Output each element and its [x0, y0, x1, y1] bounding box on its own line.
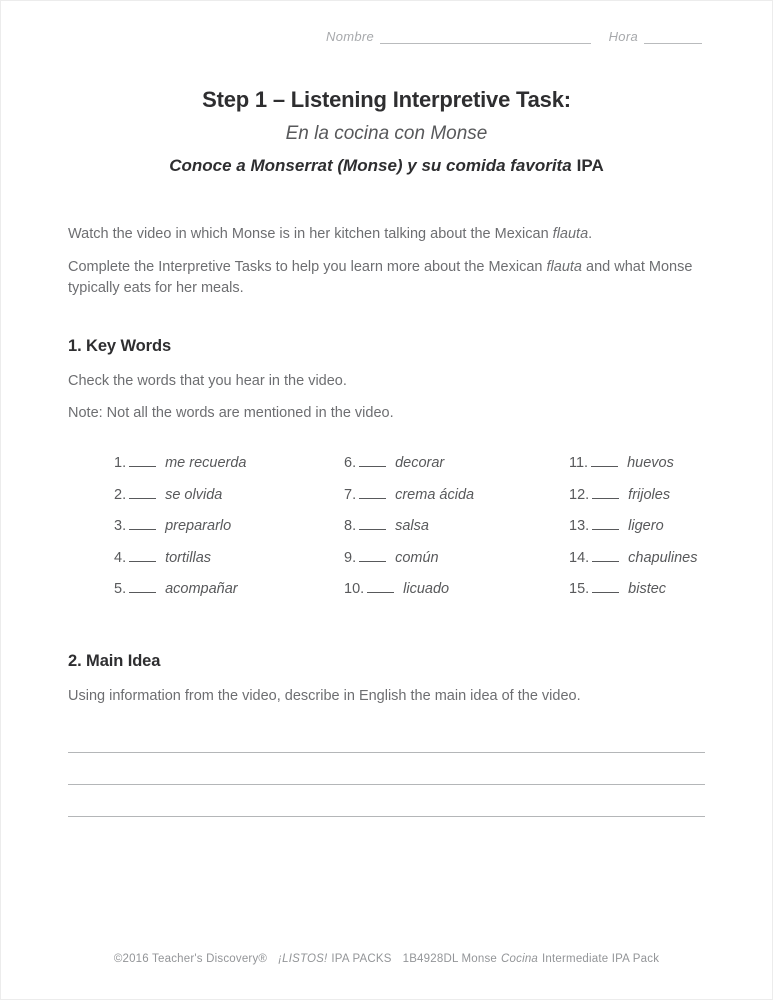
intro-p1-period: . [588, 226, 593, 242]
key-word-check-blank[interactable] [359, 549, 386, 562]
nombre-label: Nombre [326, 29, 375, 44]
main-idea-answer-area [68, 704, 705, 817]
key-word-item [344, 549, 569, 581]
intro-paragraph-1 [68, 224, 713, 245]
intro-p2-rest: and what Monse typically eats for her meals. [68, 259, 693, 296]
answer-write-line[interactable] [68, 753, 705, 785]
key-word-label: crema ácida [395, 486, 475, 503]
answer-write-line[interactable] [68, 785, 705, 817]
key-words-instruction: Check the words that you hear in the video. [68, 373, 347, 389]
key-words-column-1 [114, 454, 344, 612]
key-word-check-blank[interactable] [367, 580, 394, 593]
key-word-item [569, 549, 705, 581]
key-word-number: 14. [569, 549, 590, 566]
key-words-heading: 1. Key Words [68, 337, 172, 355]
key-words-section [68, 337, 705, 612]
hora-label: Hora [608, 29, 638, 44]
key-words-list [114, 454, 705, 612]
page-subtitle: En la cocina con Monse [285, 123, 488, 144]
intro-p1-italic: flauta [552, 226, 589, 242]
key-words-column-3 [569, 454, 705, 612]
footer-product-rest: Intermediate IPA Pack [542, 953, 660, 965]
key-word-number: 1. [114, 455, 127, 471]
footer-series [278, 953, 392, 965]
key-word-label: prepararlo [165, 518, 232, 534]
key-word-item [344, 580, 569, 612]
key-word-check-blank[interactable] [592, 549, 619, 562]
key-word-number: 6. [344, 455, 357, 471]
key-word-number: 4. [114, 549, 127, 566]
answer-write-line[interactable] [68, 704, 705, 753]
key-word-number: 7. [344, 486, 357, 503]
key-word-number: 15. [569, 581, 590, 597]
hora-write-line[interactable] [644, 29, 702, 44]
key-word-check-blank[interactable] [129, 517, 156, 530]
key-word-number: 2. [114, 486, 127, 503]
tagline-italic-text: Conoce a Monserrat (Monse) y su comida favorita [169, 156, 572, 175]
key-words-column-2 [344, 454, 569, 612]
main-idea-heading: 2. Main Idea [68, 652, 161, 670]
key-word-check-blank[interactable] [129, 549, 156, 562]
key-word-check-blank[interactable] [129, 580, 156, 593]
key-word-number: 12. [569, 486, 590, 503]
key-word-item [569, 454, 705, 486]
nombre-write-line[interactable] [380, 29, 591, 44]
key-word-item [344, 517, 569, 549]
key-word-label: se olvida [165, 486, 223, 503]
key-word-label: decorar [395, 455, 445, 471]
intro-p2-text: Complete the Interpretive Tasks to help you learn more about the Mexican [68, 259, 547, 275]
footer-product-italic: Cocina [501, 953, 539, 965]
key-word-label: salsa [395, 518, 429, 534]
key-word-item [569, 486, 705, 518]
key-word-number: 11. [569, 455, 589, 471]
key-word-label: frijoles [628, 486, 671, 503]
footer-product [403, 953, 660, 965]
key-word-item [569, 517, 705, 549]
key-word-check-blank[interactable] [592, 517, 619, 530]
key-word-label: licuado [403, 581, 450, 597]
key-word-number: 5. [114, 581, 127, 597]
key-word-check-blank[interactable] [129, 454, 156, 467]
footer-copyright: ©2016 Teacher's Discovery® [113, 953, 268, 965]
key-word-label: tortillas [165, 549, 212, 566]
key-word-item [114, 517, 344, 549]
key-word-label: bistec [628, 581, 667, 597]
key-word-label: común [395, 549, 439, 566]
page-title: Step 1 – Listening Interpretive Task: [202, 87, 571, 112]
intro-paragraph-2 [68, 257, 713, 299]
intro-p2-italic: flauta [546, 259, 582, 275]
main-idea-instruction: Using information from the video, describe in English the main idea of the video. [68, 688, 581, 704]
key-word-check-blank[interactable] [129, 486, 156, 499]
key-word-check-blank[interactable] [591, 454, 618, 467]
key-word-item [569, 580, 705, 612]
key-word-number: 13. [569, 518, 590, 534]
key-word-item [114, 549, 344, 581]
page-footer [1, 953, 772, 965]
footer-product-code: 1B4928DL Monse [402, 953, 498, 965]
footer-series-title: ¡LISTOS! [278, 953, 328, 965]
key-word-check-blank[interactable] [359, 486, 386, 499]
key-word-item [114, 486, 344, 518]
key-word-check-blank[interactable] [359, 454, 386, 467]
key-word-label: ligero [628, 518, 664, 534]
key-word-check-blank[interactable] [592, 486, 619, 499]
key-word-label: acompañar [165, 581, 238, 597]
key-word-number: 10. [344, 581, 365, 597]
key-word-item [114, 580, 344, 612]
main-idea-section [68, 652, 705, 817]
key-word-item [114, 454, 344, 486]
key-word-label: chapulines [628, 549, 698, 566]
name-hora-header [326, 29, 702, 44]
tagline-ipa-text: IPA [576, 156, 604, 175]
title-block [1, 87, 772, 176]
key-word-number: 8. [344, 518, 357, 534]
key-word-number: 9. [344, 549, 357, 566]
key-word-number: 3. [114, 518, 127, 534]
intro-p1-text: Watch the video in which Monse is in her kitchen talking about the Mexican [68, 226, 553, 242]
key-words-note: Note: Not all the words are mentioned in the video. [68, 405, 394, 421]
page-tagline [1, 156, 772, 176]
key-word-label: huevos [627, 455, 674, 471]
key-word-item [344, 454, 569, 486]
key-word-item [344, 486, 569, 518]
footer-series-rest: IPA PACKS [331, 953, 392, 965]
key-word-check-blank[interactable] [359, 517, 386, 530]
key-word-label: me recuerda [165, 455, 247, 471]
key-word-check-blank[interactable] [592, 580, 619, 593]
intro-section [68, 224, 713, 299]
